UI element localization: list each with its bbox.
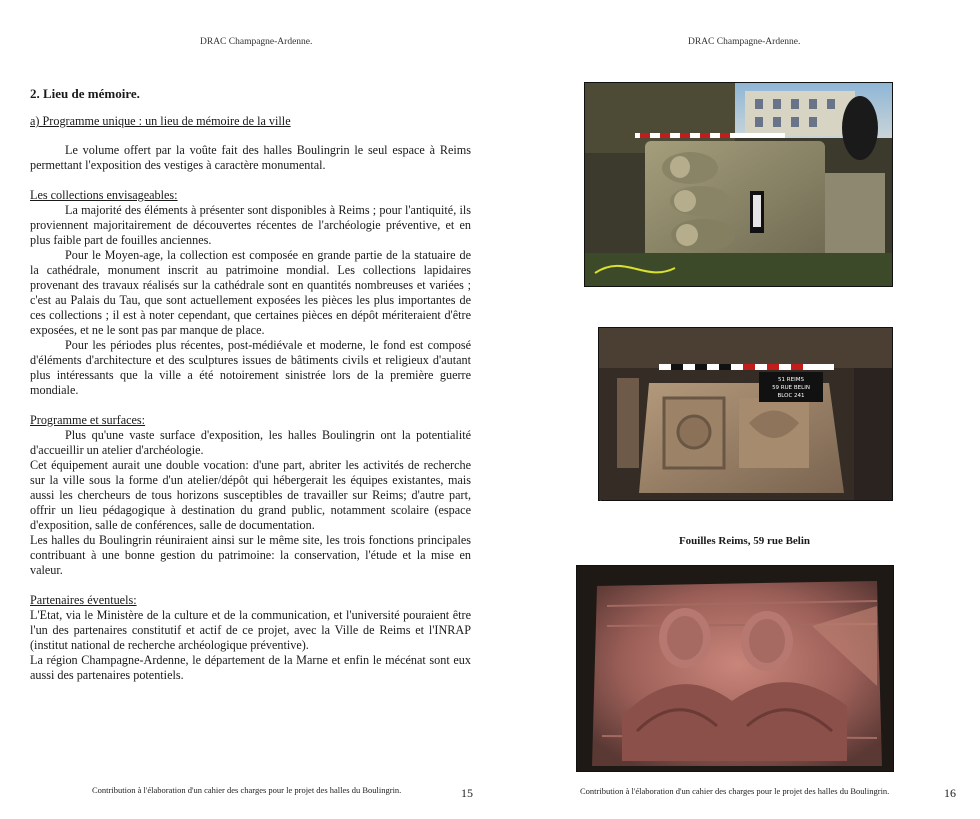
excavation-photo-3 <box>576 565 894 772</box>
right-page-number: 16 <box>944 786 956 800</box>
collections-paragraph: La majorité des éléments à présenter sont disponibles à Reims ; pour l'antiquité, ils proviennent majoritairement de découvertes récentes de l'archéologie préventive, et en plus faible part de fouilles anciennes. <box>30 203 471 247</box>
scale-label-line-3: BLOC 241 <box>777 393 805 399</box>
left-page-body <box>30 86 471 683</box>
section-title: 2. Lieu de mémoire. <box>30 86 140 101</box>
scale-label-line-1: 51 REIMS <box>778 377 804 383</box>
left-page-number: 15 <box>461 786 473 800</box>
partenaires-heading: Partenaires éventuels: <box>30 593 137 607</box>
subsection-title: a) Programme unique : un lieu de mémoire de la ville <box>30 114 291 128</box>
programme-paragraph: Les halles du Boulingrin réuniraient ainsi sur le même site, les trois fonctions principales contribuant à une bonne gestion du patrimoine: la conservation, l'étude et la mise en valeur. <box>30 533 471 577</box>
right-page-header: DRAC Champagne-Ardenne. <box>688 37 801 47</box>
excavation-photo-2-image <box>599 328 892 500</box>
left-page-header: DRAC Champagne-Ardenne. <box>200 37 313 47</box>
photo-2-label-text: 51 <box>600 500 601 501</box>
photo-caption: Fouilles Reims, 59 rue Belin <box>678 535 811 547</box>
partenaires-paragraph: La région Champagne-Ardenne, le département de la Marne et enfin le mécénat sont eux aussi des partenaires potentiels. <box>30 653 471 682</box>
excavation-photo-1 <box>584 82 893 287</box>
right-page-footer: Contribution à l'élaboration d'un cahier des charges pour le projet des halles du Boulingrin. <box>580 786 890 796</box>
programme-paragraph: Plus qu'une vaste surface d'exposition, les halles Boulingrin ont la potentialité d'accueillir un atelier d'archéologie. <box>30 428 471 457</box>
excavation-photo-1-image <box>585 83 892 286</box>
scale-label-line-2: 59 RUE BELIN <box>772 385 810 391</box>
left-page-footer: Contribution à l'élaboration d'un cahier des charges pour le projet des halles du Boulingrin. <box>92 785 402 795</box>
excavation-photo-3-image <box>577 566 893 771</box>
excavation-photo-2 <box>598 327 893 501</box>
collections-paragraph: Pour les périodes plus récentes, post-médiévale et moderne, le fond est composé d'éléments d'architecture et des sculptures issues de bâtiments civils et religieux d'autant plus intéressants que la ville a été notoirement sinistrée lors de la première guerre mondiale. <box>30 338 471 397</box>
partenaires-paragraph: L'Etat, via le Ministère de la culture et de la communication, et l'université pouraient être l'un des partenaires constitutif et actif de ce projet, avec la Ville de Reims et l'INRAP (institut national de recherche archéologique préventive). <box>30 608 471 652</box>
programme-heading: Programme et surfaces: <box>30 413 146 427</box>
intro-paragraph: Le volume offert par la voûte fait des halles Boulingrin le seul espace à Reims permettant l'exposition des vestiges à caractère monumental. <box>30 143 471 172</box>
programme-paragraph: Cet équipement aurait une double vocation: d'une part, abriter les activités de recherche sur la ville sous la forme d'un atelier/dépôt qui hébergerait les équipes existantes, mais aussi les chercheurs de tous horizons susceptibles de travailler sur Reims; d'autre part, offrir un lieu pédagogique à destination du grand public, notamment scolaire (espace d'exposition, salle de conférences, salle de documentation. <box>30 458 471 532</box>
collections-heading: Les collections envisageables: <box>30 188 178 202</box>
collections-paragraph: Pour le Moyen-age, la collection est composée en grande partie de la statuaire de la cathédrale, monument inscrit au patrimoine mondial. Les collections lapidaires provenant des travaux réalisés sur la cathédrale sont en quantités nombreuses et variées ; c'est au Palais du Tau, que sont actuellement exposées les pièces les plus importantes de ces collections ; il est à noter cependant, que certaines pièces en dépôt mériteraient d'être exposées, et ne le sont pas par manque de place. <box>30 248 471 337</box>
